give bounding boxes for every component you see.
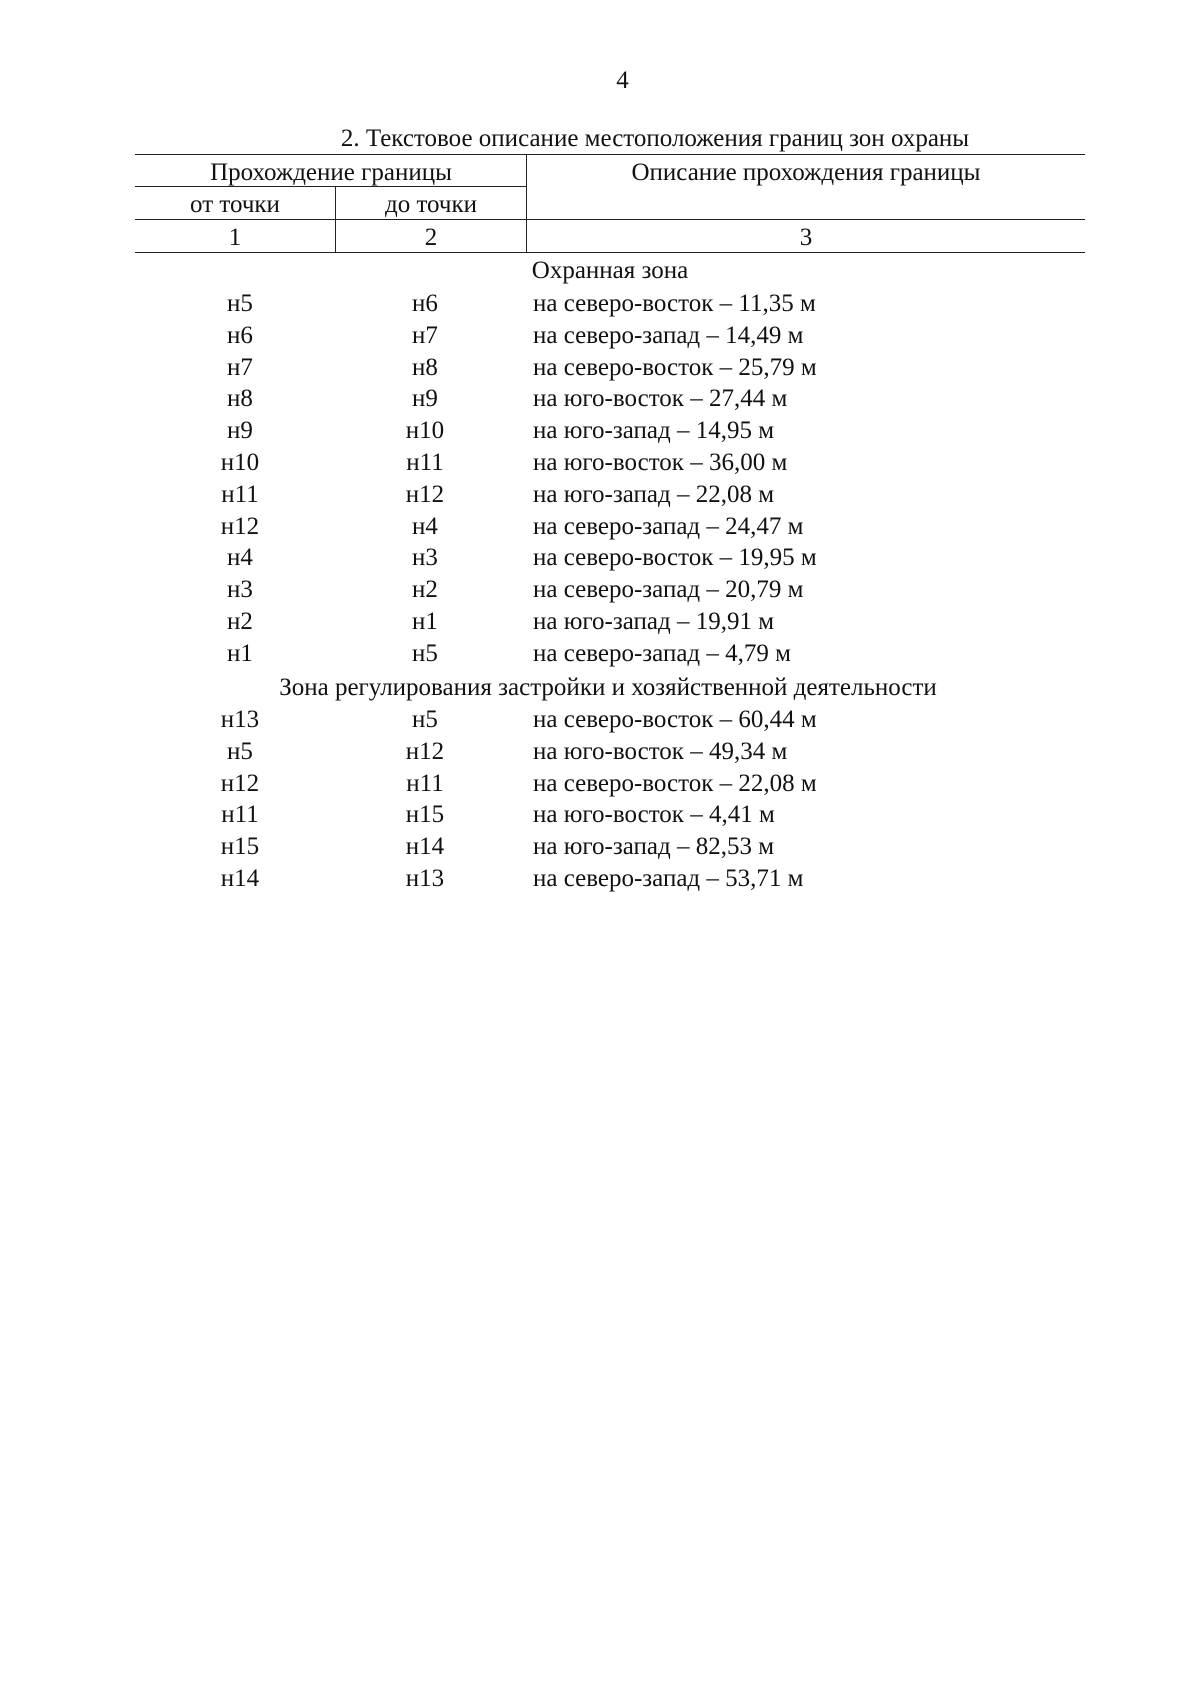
to-point-cell: н11: [406, 770, 444, 797]
table-row: [0, 771, 1200, 803]
description-cell: на северо-запад – 14,49 м: [533, 322, 804, 349]
to-point-cell: н11: [406, 449, 444, 476]
page-number: 4: [616, 67, 629, 94]
description-cell: на северо-восток – 22,08 м: [533, 770, 817, 797]
table-rule-header-bottom: [135, 219, 1085, 220]
header-col-number-2: 2: [424, 224, 438, 251]
to-point-cell: н5: [412, 706, 438, 733]
table-row: [0, 802, 1200, 834]
from-point-cell: н10: [220, 449, 260, 476]
from-point-cell: н15: [220, 833, 260, 860]
from-point-cell: н11: [221, 801, 259, 828]
table-row: [0, 739, 1200, 771]
table-row: [0, 418, 1200, 450]
table-row: [0, 323, 1200, 355]
description-cell: на юго-запад – 22,08 м: [533, 481, 775, 508]
header-to-point: до точки: [384, 191, 478, 218]
from-point-cell: н4: [227, 544, 253, 571]
table-row: [0, 641, 1200, 673]
description-cell: на северо-восток – 11,35 м: [533, 290, 816, 317]
to-point-cell: н6: [412, 290, 438, 317]
table-row: [0, 609, 1200, 641]
description-cell: на юго-восток – 27,44 м: [533, 385, 788, 412]
table-row: [0, 834, 1200, 866]
from-point-cell: н12: [220, 770, 260, 797]
description-cell: на юго-восток – 4,41 м: [533, 801, 775, 828]
to-point-cell: н3: [412, 544, 438, 571]
description-cell: на северо-запад – 53,71 м: [533, 865, 804, 892]
from-point-cell: н7: [227, 354, 253, 381]
from-point-cell: н2: [227, 608, 253, 635]
from-point-cell: н9: [227, 417, 253, 444]
from-point-cell: н11: [221, 481, 259, 508]
description-cell: на юго-запад – 14,95 м: [533, 417, 775, 444]
section-title: 2. Текстовое описание местоположения границ зон охраны: [340, 125, 970, 152]
table-row: [0, 386, 1200, 418]
to-point-cell: н7: [412, 322, 438, 349]
description-cell: на северо-запад – 24,47 м: [533, 513, 804, 540]
description-cell: на северо-восток – 19,95 м: [533, 544, 817, 571]
to-point-cell: н4: [412, 513, 438, 540]
header-col-number-3: 3: [799, 224, 813, 251]
to-point-cell: н12: [405, 738, 445, 765]
to-point-cell: н14: [405, 833, 445, 860]
table-rule-top: [135, 154, 1085, 155]
header-description: Описание прохождения границы: [631, 159, 981, 186]
table-row: [0, 482, 1200, 514]
to-point-cell: н9: [412, 385, 438, 412]
table-row: [0, 707, 1200, 739]
to-point-cell: н5: [412, 640, 438, 667]
zone-title: Охранная зона: [531, 257, 689, 284]
to-point-cell: н12: [405, 481, 445, 508]
from-point-cell: н6: [227, 322, 253, 349]
description-cell: на юго-восток – 49,34 м: [533, 738, 788, 765]
to-point-cell: н15: [405, 801, 445, 828]
from-point-cell: н5: [227, 290, 253, 317]
description-cell: на северо-восток – 25,79 м: [533, 354, 817, 381]
description-cell: на юго-запад – 82,53 м: [533, 833, 775, 860]
table-row: [0, 450, 1200, 482]
description-cell: на юго-восток – 36,00 м: [533, 449, 788, 476]
description-cell: на юго-запад – 19,91 м: [533, 608, 775, 635]
table-row: [0, 291, 1200, 323]
description-cell: на северо-восток – 60,44 м: [533, 706, 817, 733]
header-col-number-1: 1: [228, 224, 242, 251]
table-rule-numbers-bottom: [135, 252, 1085, 253]
header-boundary-passage: Прохождение границы: [210, 159, 452, 186]
to-point-cell: н8: [412, 354, 438, 381]
from-point-cell: н8: [227, 385, 253, 412]
from-point-cell: н1: [227, 640, 253, 667]
header-from-point: от точки: [190, 191, 280, 218]
table-row: [0, 514, 1200, 546]
to-point-cell: н13: [405, 865, 445, 892]
from-point-cell: н12: [220, 513, 260, 540]
zone-title: Зона регулирования застройки и хозяйственной деятельности: [279, 674, 937, 701]
from-point-cell: н5: [227, 738, 253, 765]
from-point-cell: н13: [220, 706, 260, 733]
table-row: [0, 577, 1200, 609]
to-point-cell: н2: [412, 576, 438, 603]
from-point-cell: н3: [227, 576, 253, 603]
table-row: [0, 545, 1200, 577]
table-rule-subheader: [135, 186, 527, 187]
description-cell: на северо-запад – 4,79 м: [533, 640, 791, 667]
from-point-cell: н14: [220, 865, 260, 892]
table-row: [0, 866, 1200, 898]
table-row: [0, 355, 1200, 387]
to-point-cell: н1: [412, 608, 438, 635]
description-cell: на северо-запад – 20,79 м: [533, 576, 804, 603]
to-point-cell: н10: [405, 417, 445, 444]
